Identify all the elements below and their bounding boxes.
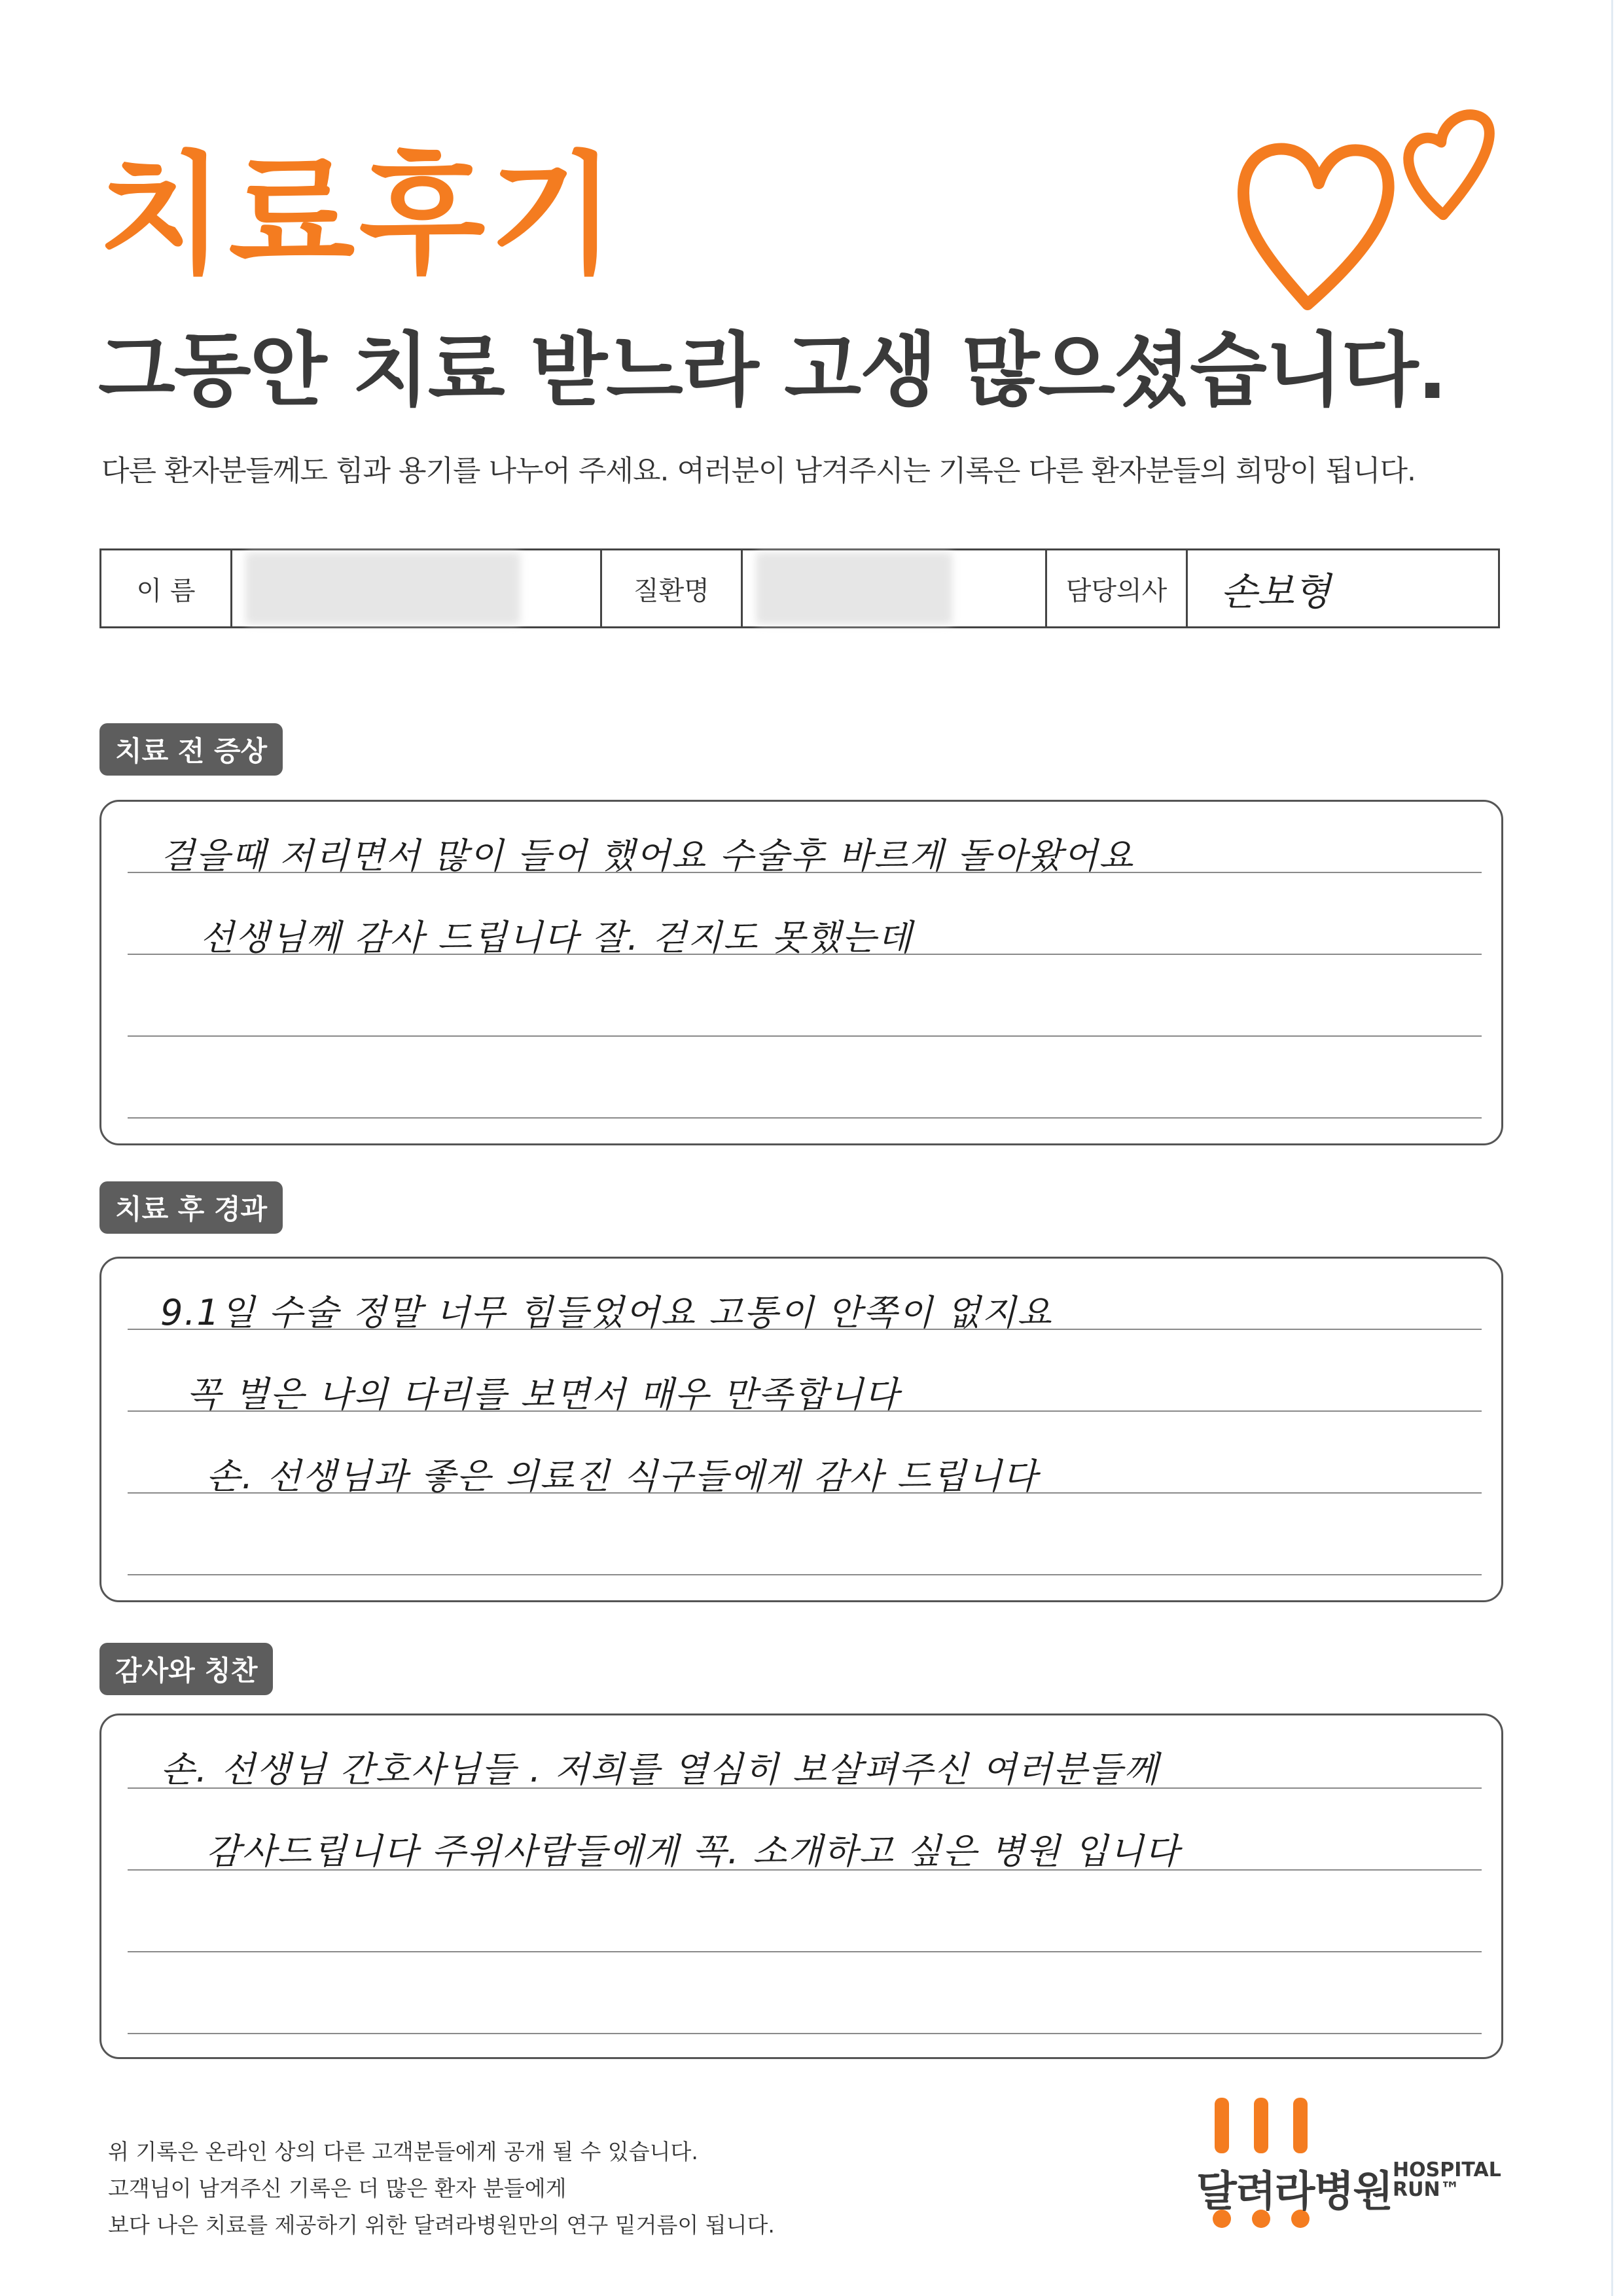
handwritten-line: 꼭 벌은 나의 다리를 보면서 매우 만족합니다 (187, 1374, 900, 1415)
footer-notes (108, 2134, 775, 2244)
section-label-thanks: 감사와 칭찬 (99, 1643, 273, 1695)
disease-value (743, 550, 1047, 626)
name-label: 이 름 (101, 550, 232, 626)
name-redacted (245, 552, 520, 624)
hospital-logo (1196, 2098, 1524, 2235)
section-box-after (99, 1257, 1503, 1602)
logo-sub-line: HOSPITAL (1393, 2159, 1501, 2181)
scan-edge-line (1611, 0, 1613, 2296)
logo-sub (1393, 2161, 1501, 2200)
logo-sub-line: RUN™ (1393, 2178, 1460, 2201)
handwritten-line: 9.1일 수술 정말 너무 힘들었어요 고통이 안쪽이 없지요 (160, 1292, 1053, 1333)
page-title: 치료후기 (98, 139, 620, 292)
name-value (232, 550, 602, 626)
hearts-icon (1230, 85, 1544, 327)
handwritten-line: 손. 선생님과 좋은 의료진 식구들에게 감사 드립니다 (206, 1456, 1039, 1497)
disease-redacted (756, 552, 952, 624)
headline: 그동안 치료 받느라 고생 많으셨습니다. (98, 324, 1446, 417)
section-box-thanks (99, 1713, 1503, 2059)
handwritten-line: 감사드립니다 주위사람들에게 꼭. 소개하고 싶은 병원 입니다 (206, 1831, 1181, 1872)
section-label-after: 치료 후 경과 (99, 1181, 283, 1234)
disease-label: 질환명 (602, 550, 743, 626)
handwritten-line: 손. 선생님 간호사님들 . 저희를 열심히 보살펴주신 여러분들께 (160, 1749, 1160, 1790)
footer-note: 보다 나은 치료를 제공하기 위한 달려라병원만의 연구 밑거름이 됩니다. (108, 2212, 775, 2238)
section-box-before (99, 800, 1503, 1145)
handwritten-line: 걸을때 저리면서 많이 들어 했어요 수술후 바르게 돌아왔어요 (160, 835, 1135, 876)
footer-note: 위 기록은 온라인 상의 다른 고객분들에게 공개 될 수 있습니다. (108, 2139, 698, 2164)
info-table (99, 548, 1500, 628)
subline: 다른 환자분들께도 힘과 용기를 나누어 주세요. 여러분이 남겨주시는 기록은 다른 환자분들의 희망이 됩니다. (101, 454, 1416, 488)
section-label-before: 치료 전 증상 (99, 723, 283, 776)
handwritten-line: 선생님께 감사 드립니다 잘. 걷지도 못했는데 (200, 917, 913, 958)
logo-name: 달려라병원 (1196, 2168, 1393, 2216)
footer-note: 고객님이 남겨주신 기록은 더 많은 환자 분들에게 (108, 2176, 567, 2201)
doctor-value: 손보형 (1221, 569, 1331, 614)
doctor-label: 담당의사 (1047, 550, 1188, 626)
